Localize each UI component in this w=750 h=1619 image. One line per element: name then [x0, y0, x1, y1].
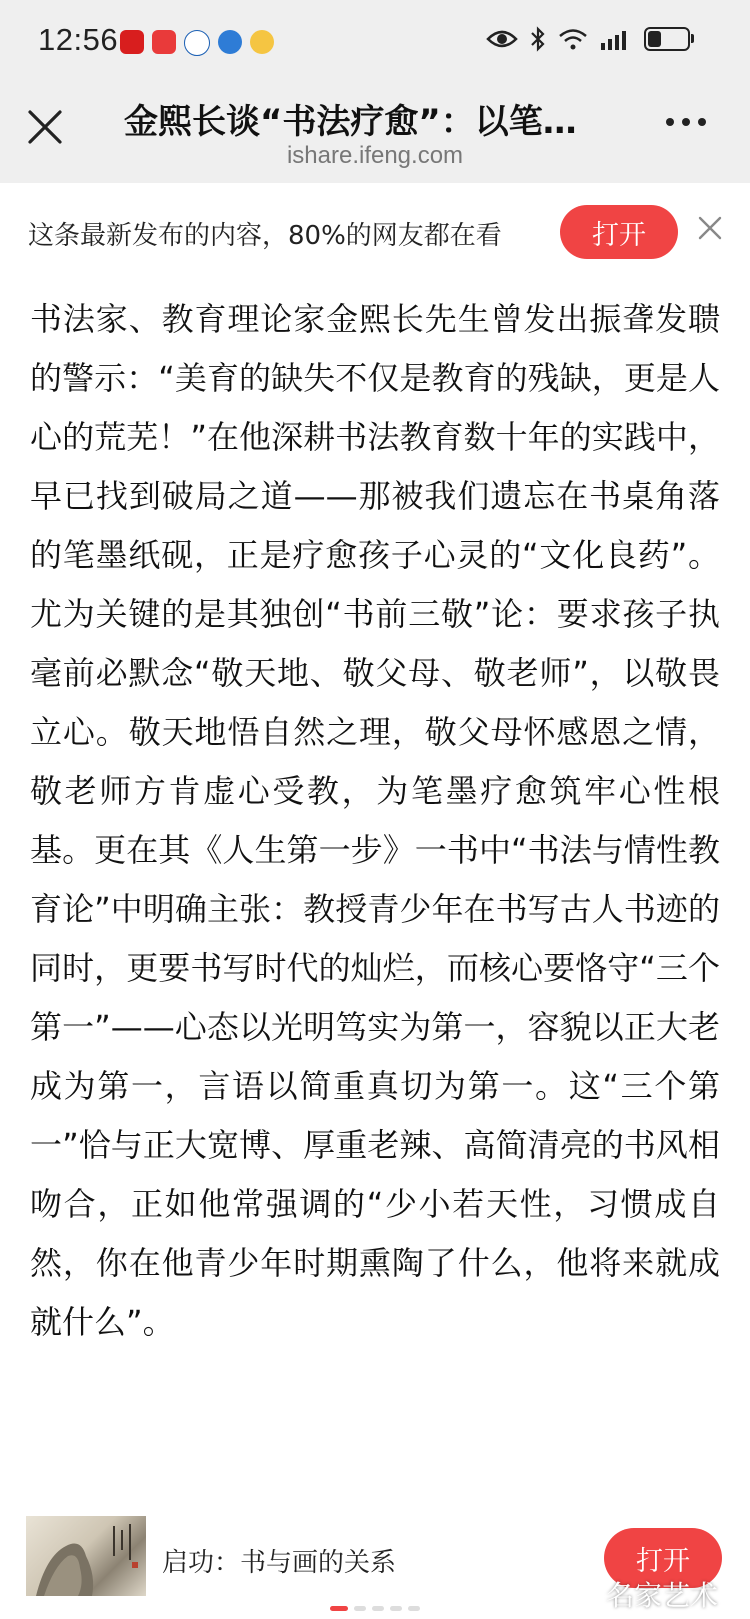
- status-bar: [0, 0, 750, 88]
- open-app-banner: [0, 183, 750, 278]
- shopping-icon: [152, 30, 176, 54]
- article-paragraph: 书法家、教育理论家金熙长先生曾发出振聋发聩的警示：“美育的缺失不仅是教育的残缺，更是人心的荒芜！”在他深耕书法教育数十年的实践中，早已找到破局之道——那被我们遗忘在书桌角落的笔墨纸砚，正是疗愈孩子心灵的“文化良药”。尤为关键的是其独创“书前三敬”论：要求孩子执毫前必默念“敬天地、敬父母、敬老师”，以敬畏立心。敬天地悟自然之理，敬父母怀感恩之情，敬老师方肯虚心受教，为笔墨疗愈筑牢心性根基。更在其《人生第一步》一书中“书法与情性教育论”中明确主张：教授青少年在书写古人书迹的同时，更要书写时代的灿烂，而核心要恪守“三个第一”——心态以光明笃实为第一，容貌以正大老成为第一，言语以简重真切为第一。这“三个第一”恰与正大宽博、厚重老辣、高简清亮的书风相吻合，正如他常强调的“少小若天性，习惯成自然，你在他青少年时期熏陶了什么，他将来就成就什么”。: [30, 300, 720, 1341]
- more-options-button[interactable]: [666, 118, 706, 126]
- system-icons: [486, 26, 690, 52]
- carousel-dot: [372, 1606, 384, 1611]
- battery-level-fill: [648, 31, 661, 47]
- more-dot-icon: [682, 118, 690, 126]
- banner-text: 这条最新发布的内容，80%的网友都在看: [28, 221, 502, 251]
- painting-icon: [26, 1516, 146, 1596]
- circle-app-icon: [184, 30, 210, 56]
- recommendation-title[interactable]: 启功：书与画的关系: [162, 1548, 397, 1578]
- banner-close-icon[interactable]: [697, 215, 723, 241]
- page-title: 金熙长谈“书法疗愈”：以笔…: [124, 102, 577, 142]
- article-body: [30, 290, 720, 1352]
- open-app-button[interactable]: 打开: [560, 205, 678, 259]
- recommendation-bar[interactable]: [0, 1506, 750, 1619]
- page-domain: ishare.ifeng.com: [286, 142, 464, 169]
- huawei-icon: [120, 30, 144, 54]
- bluetooth-icon: [530, 26, 546, 52]
- signal-icon: [600, 27, 632, 51]
- status-time: 12:56: [38, 22, 119, 57]
- wifi-icon: [558, 27, 588, 51]
- carousel-dot: [330, 1606, 348, 1611]
- nav-bar: [0, 88, 750, 183]
- battery-icon: [644, 27, 690, 51]
- watermark: 名家艺术: [606, 1579, 719, 1612]
- weibo-icon: [250, 30, 274, 54]
- more-dot-icon: [666, 118, 674, 126]
- eye-icon: [486, 28, 518, 50]
- globe-app-icon: [218, 30, 242, 54]
- carousel-dot: [390, 1606, 402, 1611]
- close-icon[interactable]: [26, 108, 64, 146]
- carousel-dot: [408, 1606, 420, 1611]
- notification-icons: [120, 30, 274, 56]
- recommendation-open-button[interactable]: 打开: [604, 1528, 722, 1588]
- recommendation-thumbnail[interactable]: [26, 1516, 146, 1596]
- carousel-indicator: [330, 1606, 420, 1611]
- more-dot-icon: [698, 118, 706, 126]
- top-bar: [0, 0, 750, 183]
- carousel-dot: [354, 1606, 366, 1611]
